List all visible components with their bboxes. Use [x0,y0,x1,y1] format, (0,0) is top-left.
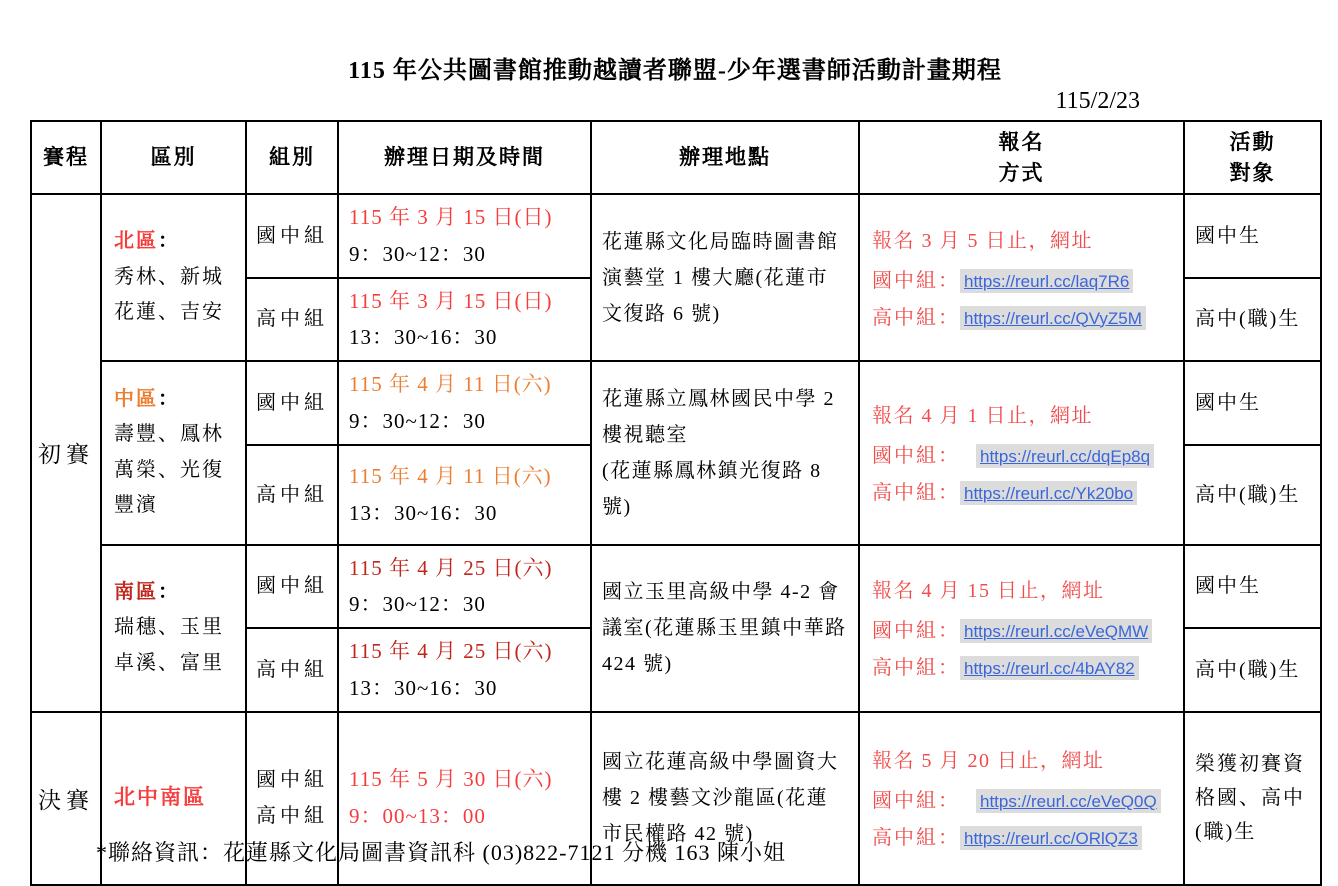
region-towns-line: 秀林、新城 [114,265,224,288]
registration-link-central-senior[interactable]: https://reurl.cc/Yk20bo [960,481,1137,505]
region-name-central: 中區 [114,387,158,410]
region-towns-line: 豐濱 [114,494,158,517]
location-line: 花蓮縣立鳳林國民中學 2 樓視聽室 [602,387,835,446]
registration-group-label: 國中組： [872,269,960,292]
registration-cell-south [859,545,1184,712]
audience-cell-south-senior: 高中(職)生 [1184,628,1321,712]
group-cell-central-junior: 國中組 [246,361,338,445]
registration-line-senior [872,476,1171,505]
audience-cell-south-junior: 國中生 [1184,545,1321,629]
registration-deadline: 報名 4 月 1 日止，網址 [872,404,1093,427]
registration-group-label: 國中組： [872,444,960,467]
group-cell-central-senior: 高中組 [246,445,338,545]
registration-link-north-junior[interactable]: https://reurl.cc/laq7R6 [960,269,1133,293]
audience-cell-north-junior: 國中生 [1184,194,1321,278]
group-cell-south-junior: 國中組 [246,545,338,629]
datetime-cell-south-senior [338,628,591,712]
region-title-south [114,575,237,611]
stage-cell-preliminary: 初賽 [31,194,101,712]
group-line: 國中組 [256,769,328,791]
registration-group-label: 高中組： [872,827,960,849]
region-title-north [114,224,237,260]
header-location: 辦理地點 [591,121,859,194]
region-name-north: 北區 [114,230,158,253]
group-cell-north-senior: 高中組 [246,278,338,362]
audience-cell-north-senior: 高中(職)生 [1184,278,1321,362]
session-time: 9：00~13：00 [349,804,486,828]
region-colon: ： [158,230,180,253]
registration-deadline: 報名 5 月 20 日止，網址 [872,750,1105,772]
region-towns-line: 萬榮、光復 [114,458,224,481]
row-central-junior [31,361,1321,445]
header-audience-line1: 活動 [1229,130,1276,155]
registration-cell-north [859,194,1184,361]
session-date: 115 年 5 月 30 日(六) [349,767,553,792]
registration-line-junior [872,439,1171,468]
registration-group-label: 高中組： [872,657,960,679]
session-time: 9：30~12：30 [349,592,486,617]
region-towns-line: 瑞穗、玉里 [114,616,224,639]
header-registration-line2: 方式 [998,160,1045,185]
group-cell-south-senior: 高中組 [246,628,338,712]
registration-deadline: 報名 4 月 15 日止，網址 [872,580,1105,602]
location-line: (花蓮縣鳳林鎮光復路 8 號) [602,459,822,518]
region-towns-line: 花蓮、吉安 [114,301,224,324]
location-cell-north: 花蓮縣文化局臨時圖書館演藝堂 1 樓大廳(花蓮市文復路 6 號) [591,194,859,361]
document-date: 115/2/23 [1055,88,1140,114]
table-header-row [31,121,1321,194]
registration-link-final-junior[interactable]: https://reurl.cc/eVeQ0Q [976,789,1161,813]
activity-schedule-table [30,120,1322,886]
session-time: 13：30~16：30 [349,500,498,525]
region-cell-north [101,194,246,361]
registration-link-south-junior[interactable]: https://reurl.cc/eVeQMW [960,619,1152,643]
location-cell-central [591,361,859,545]
registration-line-junior [872,784,1171,813]
datetime-cell-central-junior [338,361,591,445]
session-date: 115 年 3 月 15 日(日) [349,205,553,229]
header-audience-line2: 對象 [1229,160,1276,185]
region-colon: ： [158,580,180,603]
audience-cell-final: 榮獲初賽資格國、高中(職)生 [1184,712,1321,885]
registration-link-central-junior[interactable]: https://reurl.cc/dqEp8q [976,444,1154,468]
page-title: 115 年公共圖書館推動越讀者聯盟-少年選書師活動計畫期程 [348,58,1002,84]
session-date: 115 年 4 月 25 日(六) [349,639,553,663]
registration-group-label: 國中組： [872,790,960,812]
session-date: 115 年 3 月 15 日(日) [349,288,553,313]
header-region: 區別 [101,121,246,194]
region-towns-line: 卓溪、富里 [114,651,224,674]
session-date: 115 年 4 月 11 日(六) [349,372,552,396]
region-towns-line: 壽豐、鳳林 [114,423,224,446]
session-date: 115 年 4 月 11 日(六) [349,463,552,488]
registration-line-senior [872,651,1171,680]
header-datetime: 辦理日期及時間 [338,121,591,194]
registration-link-south-senior[interactable]: https://reurl.cc/4bAY82 [960,656,1139,680]
session-time: 13：30~16：30 [349,325,498,350]
location-cell-final: 國立花蓮高級中學圖資大樓 2 樓藝文沙龍區(花蓮市民權路 42 號) [591,712,859,885]
contact-note: *聯絡資訊：花蓮縣文化局圖書資訊科 (03)822-7121 分機 163 陳小姐 [96,840,786,865]
registration-link-final-senior[interactable]: https://reurl.cc/ORlQZ3 [960,826,1142,850]
header-registration [859,121,1184,194]
region-name-south: 南區 [114,580,158,603]
location-cell-south: 國立玉里高級中學 4-2 會議室(花蓮縣玉里鎮中華路 424 號) [591,545,859,712]
registration-cell-final [859,712,1184,885]
region-name-final: 北中南區 [114,785,206,810]
datetime-cell-central-senior [338,445,591,545]
session-time: 9：30~12：30 [349,241,486,266]
registration-link-north-senior[interactable]: https://reurl.cc/QVyZ5M [960,306,1146,330]
registration-line-junior [872,264,1171,293]
session-date: 115 年 4 月 25 日(六) [349,555,553,580]
session-time: 9：30~12：30 [349,408,486,433]
region-cell-south [101,545,246,712]
registration-group-label: 國中組： [872,620,960,642]
datetime-cell-north-senior [338,278,591,362]
region-cell-central [101,361,246,545]
audience-cell-central-junior: 國中生 [1184,361,1321,445]
registration-deadline: 報名 3 月 5 日止，網址 [872,229,1093,252]
header-audience [1184,121,1321,194]
group-cell-north-junior: 國中組 [246,194,338,278]
region-title-central [114,382,237,418]
registration-line-junior [872,614,1171,643]
registration-cell-central [859,361,1184,545]
registration-group-label: 高中組： [872,481,960,504]
group-line: 高中組 [256,805,328,827]
stage-cell-final: 決賽 [31,712,101,885]
registration-group-label: 高中組： [872,306,960,329]
registration-line-senior [872,821,1171,850]
header-stage: 賽程 [31,121,101,194]
datetime-cell-north-junior [338,194,591,278]
datetime-cell-south-junior [338,545,591,629]
header-registration-line1: 報名 [998,130,1045,155]
registration-line-senior [872,301,1171,330]
row-south-junior [31,545,1321,629]
header-group: 組別 [246,121,338,194]
audience-cell-central-senior: 高中(職)生 [1184,445,1321,545]
region-colon: ： [158,387,180,410]
session-time: 13：30~16：30 [349,675,498,700]
row-north-junior [31,194,1321,278]
